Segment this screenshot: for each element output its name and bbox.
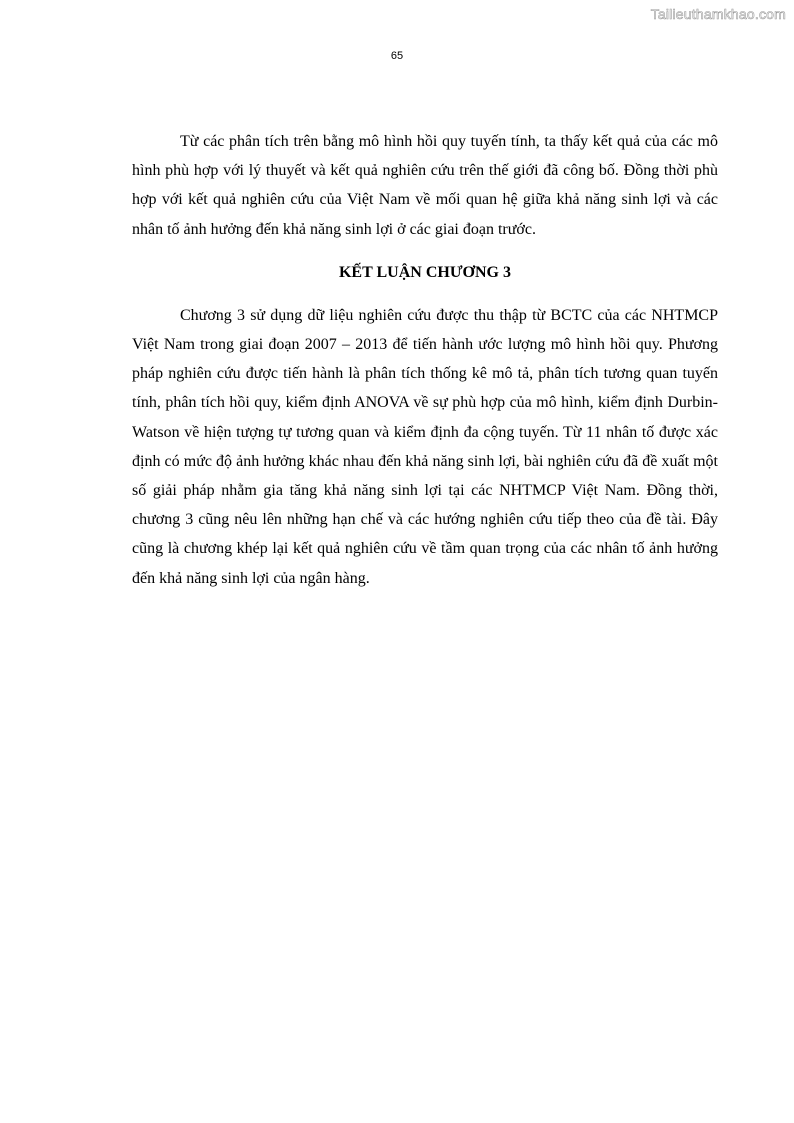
paragraph-conclusion: Chương 3 sử dụng dữ liệu nghiên cứu được thu thập từ BCTC của các NHTMCP Việt Nam trong giai đoạn 2007 – 2013 để tiến hành ước lượng mô hình hồi quy. Phương pháp nghiên cứu được tiến hành là phân tích thống kê mô tả, phân tích tương quan tuyến tính, phân tích hồi quy, kiểm định ANOVA về sự phù hợp của mô hình, kiểm định Durbin-Watson về hiện tượng tự tương quan và kiểm định đa cộng tuyến. Từ 11 nhân tố được xác định có mức độ ảnh hưởng khác nhau đến khả năng sinh lợi, bài nghiên cứu đã đề xuất một số giải pháp nhằm gia tăng khả năng sinh lợi tại các NHTMCP Việt Nam. Đồng thời, chương 3 cũng nêu lên những hạn chế và các hướng nghiên cứu tiếp theo của đề tài. Đây cũng là chương khép lại kết quả nghiên cứu về tầm quan trọng của các nhân tố ảnh hưởng đến khả năng sinh lợi của ngân hàng. [132,306,718,587]
section-heading: KẾT LUẬN CHƯƠNG 3 [338,263,511,281]
paragraph-intro: Từ các phân tích trên bằng mô hình hồi quy tuyến tính, ta thấy kết quả của các mô hình phù hợp với lý thuyết và kết quả nghiên cứu trên thế giới đã công bố. Đồng thời phù hợp với kết quả nghiên cứu của Việt Nam về mối quan hệ giữa khả năng sinh lợi và các nhân tố ảnh hưởng đến khả năng sinh lợi ở các giai đoạn trước. [132,133,718,238]
page-number: 65 [390,50,404,62]
document-body [132,127,718,593]
watermark-text: Tailieuthamkhao.com [650,6,786,22]
